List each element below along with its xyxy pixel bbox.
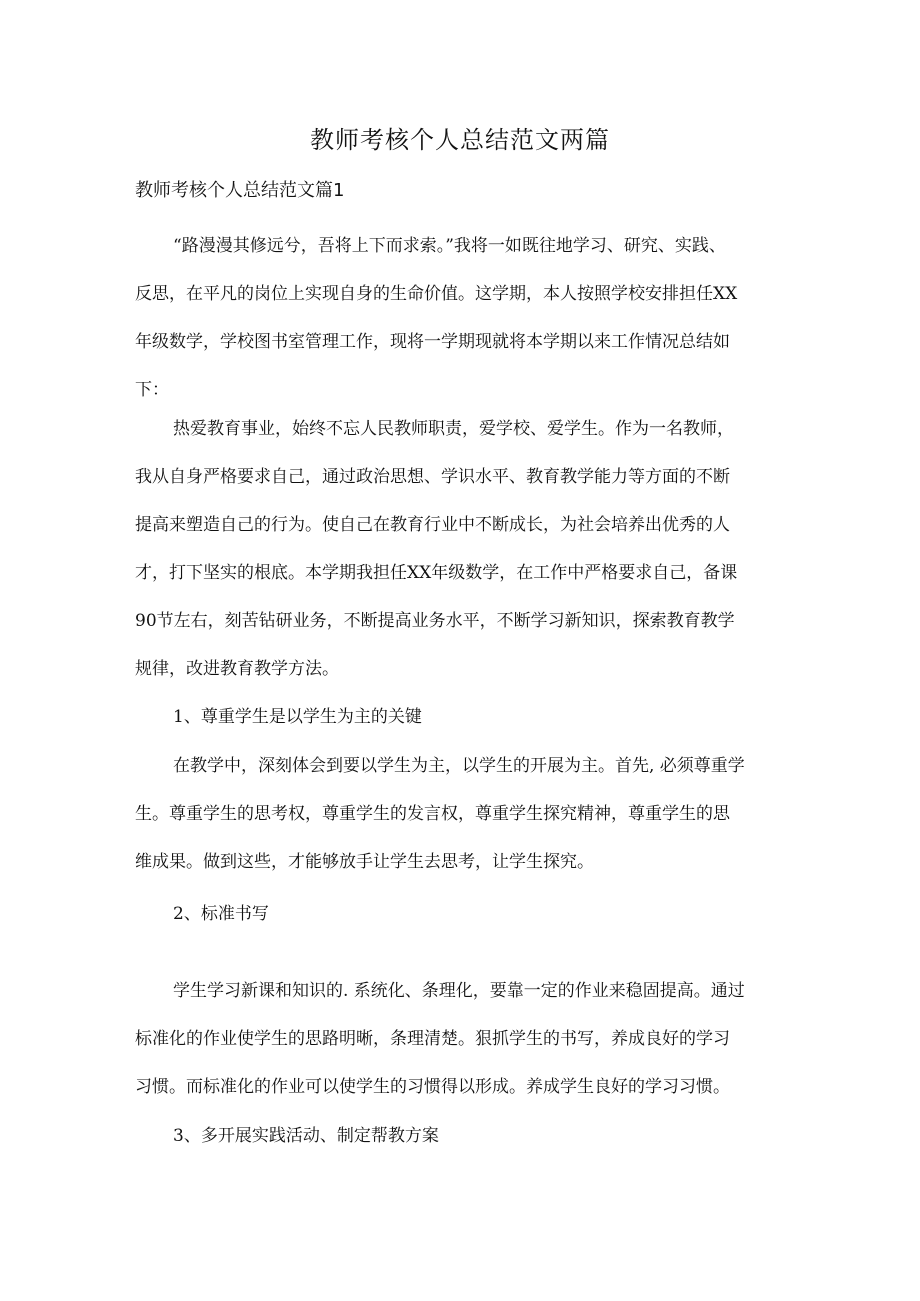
- paragraph-line: 反思，在平凡的岗位上实现自身的生命价值。这学期，本人按照学校安排担任XX: [135, 284, 738, 304]
- paragraph-line: 年级数学，学校图书室管理工作，现将一学期现就将本学期以来工作情况总结如: [135, 332, 730, 352]
- intro-paragraph: [135, 222, 795, 414]
- heading-text: 2、标准书写: [173, 904, 269, 924]
- paragraph-line: 习惯。而标准化的作业可以使学生的习惯得以形成。养成学生良好的学习习惯。: [135, 1077, 730, 1097]
- section-heading: [135, 890, 795, 938]
- section-subtitle: 教师考核个人总结范文篇1: [135, 180, 345, 201]
- paragraph-line: 提高来塑造自己的行为。使自己在教育行业中不断成长，为社会培养出优秀的人: [135, 515, 730, 535]
- paragraph-line: 热爱教育事业，始终不忘人民教师职责，爱学校、爱学生。作为一名教师，: [173, 419, 734, 439]
- body-paragraph: [135, 742, 795, 886]
- paragraph-line: “路漫漫其修远兮，吾将上下而求索。”我将一如既往地学习、研究、实践、: [173, 236, 726, 256]
- body-paragraph: [135, 405, 795, 693]
- paragraph-line: 下：: [135, 380, 169, 400]
- section-heading: [135, 693, 795, 741]
- document-title: 教师考核个人总结范文两篇: [310, 126, 610, 154]
- paragraph-line: 规律，改进教育教学方法。: [135, 659, 339, 679]
- paragraph-line: 学生学习新课和知识的. 系统化、条理化，要靠一定的作业来稳固提高。通过: [173, 981, 745, 1001]
- paragraph-line: 我从自身严格要求自己，通过政治思想、学识水平、教育教学能力等方面的不断: [135, 467, 730, 487]
- paragraph-line: 生。尊重学生的思考权，尊重学生的发言权，尊重学生探究精神，尊重学生的思: [135, 804, 730, 824]
- paragraph-line: 才，打下坚实的根底。本学期我担任XX年级数学，在工作中严格要求自己，备课: [135, 563, 738, 583]
- paragraph-line: 在教学中，深刻体会到要以学生为主，以学生的开展为主。首先, 必须尊重学: [173, 756, 745, 776]
- paragraph-line: 标准化的作业使学生的思路明晰，条理清楚。狠抓学生的书写，养成良好的学习: [135, 1029, 730, 1049]
- heading-text: 3、多开展实践活动、制定帮教方案: [173, 1126, 439, 1146]
- paragraph-line: 90节左右，刻苦钻研业务，不断提高业务水平，不断学习新知识，探索教育教学: [135, 611, 735, 631]
- section-heading: [135, 1112, 795, 1160]
- heading-text: 1、尊重学生是以学生为主的关键: [173, 707, 422, 727]
- body-paragraph: [135, 967, 795, 1111]
- paragraph-line: 维成果。做到这些，才能够放手让学生去思考，让学生探究。: [135, 852, 594, 872]
